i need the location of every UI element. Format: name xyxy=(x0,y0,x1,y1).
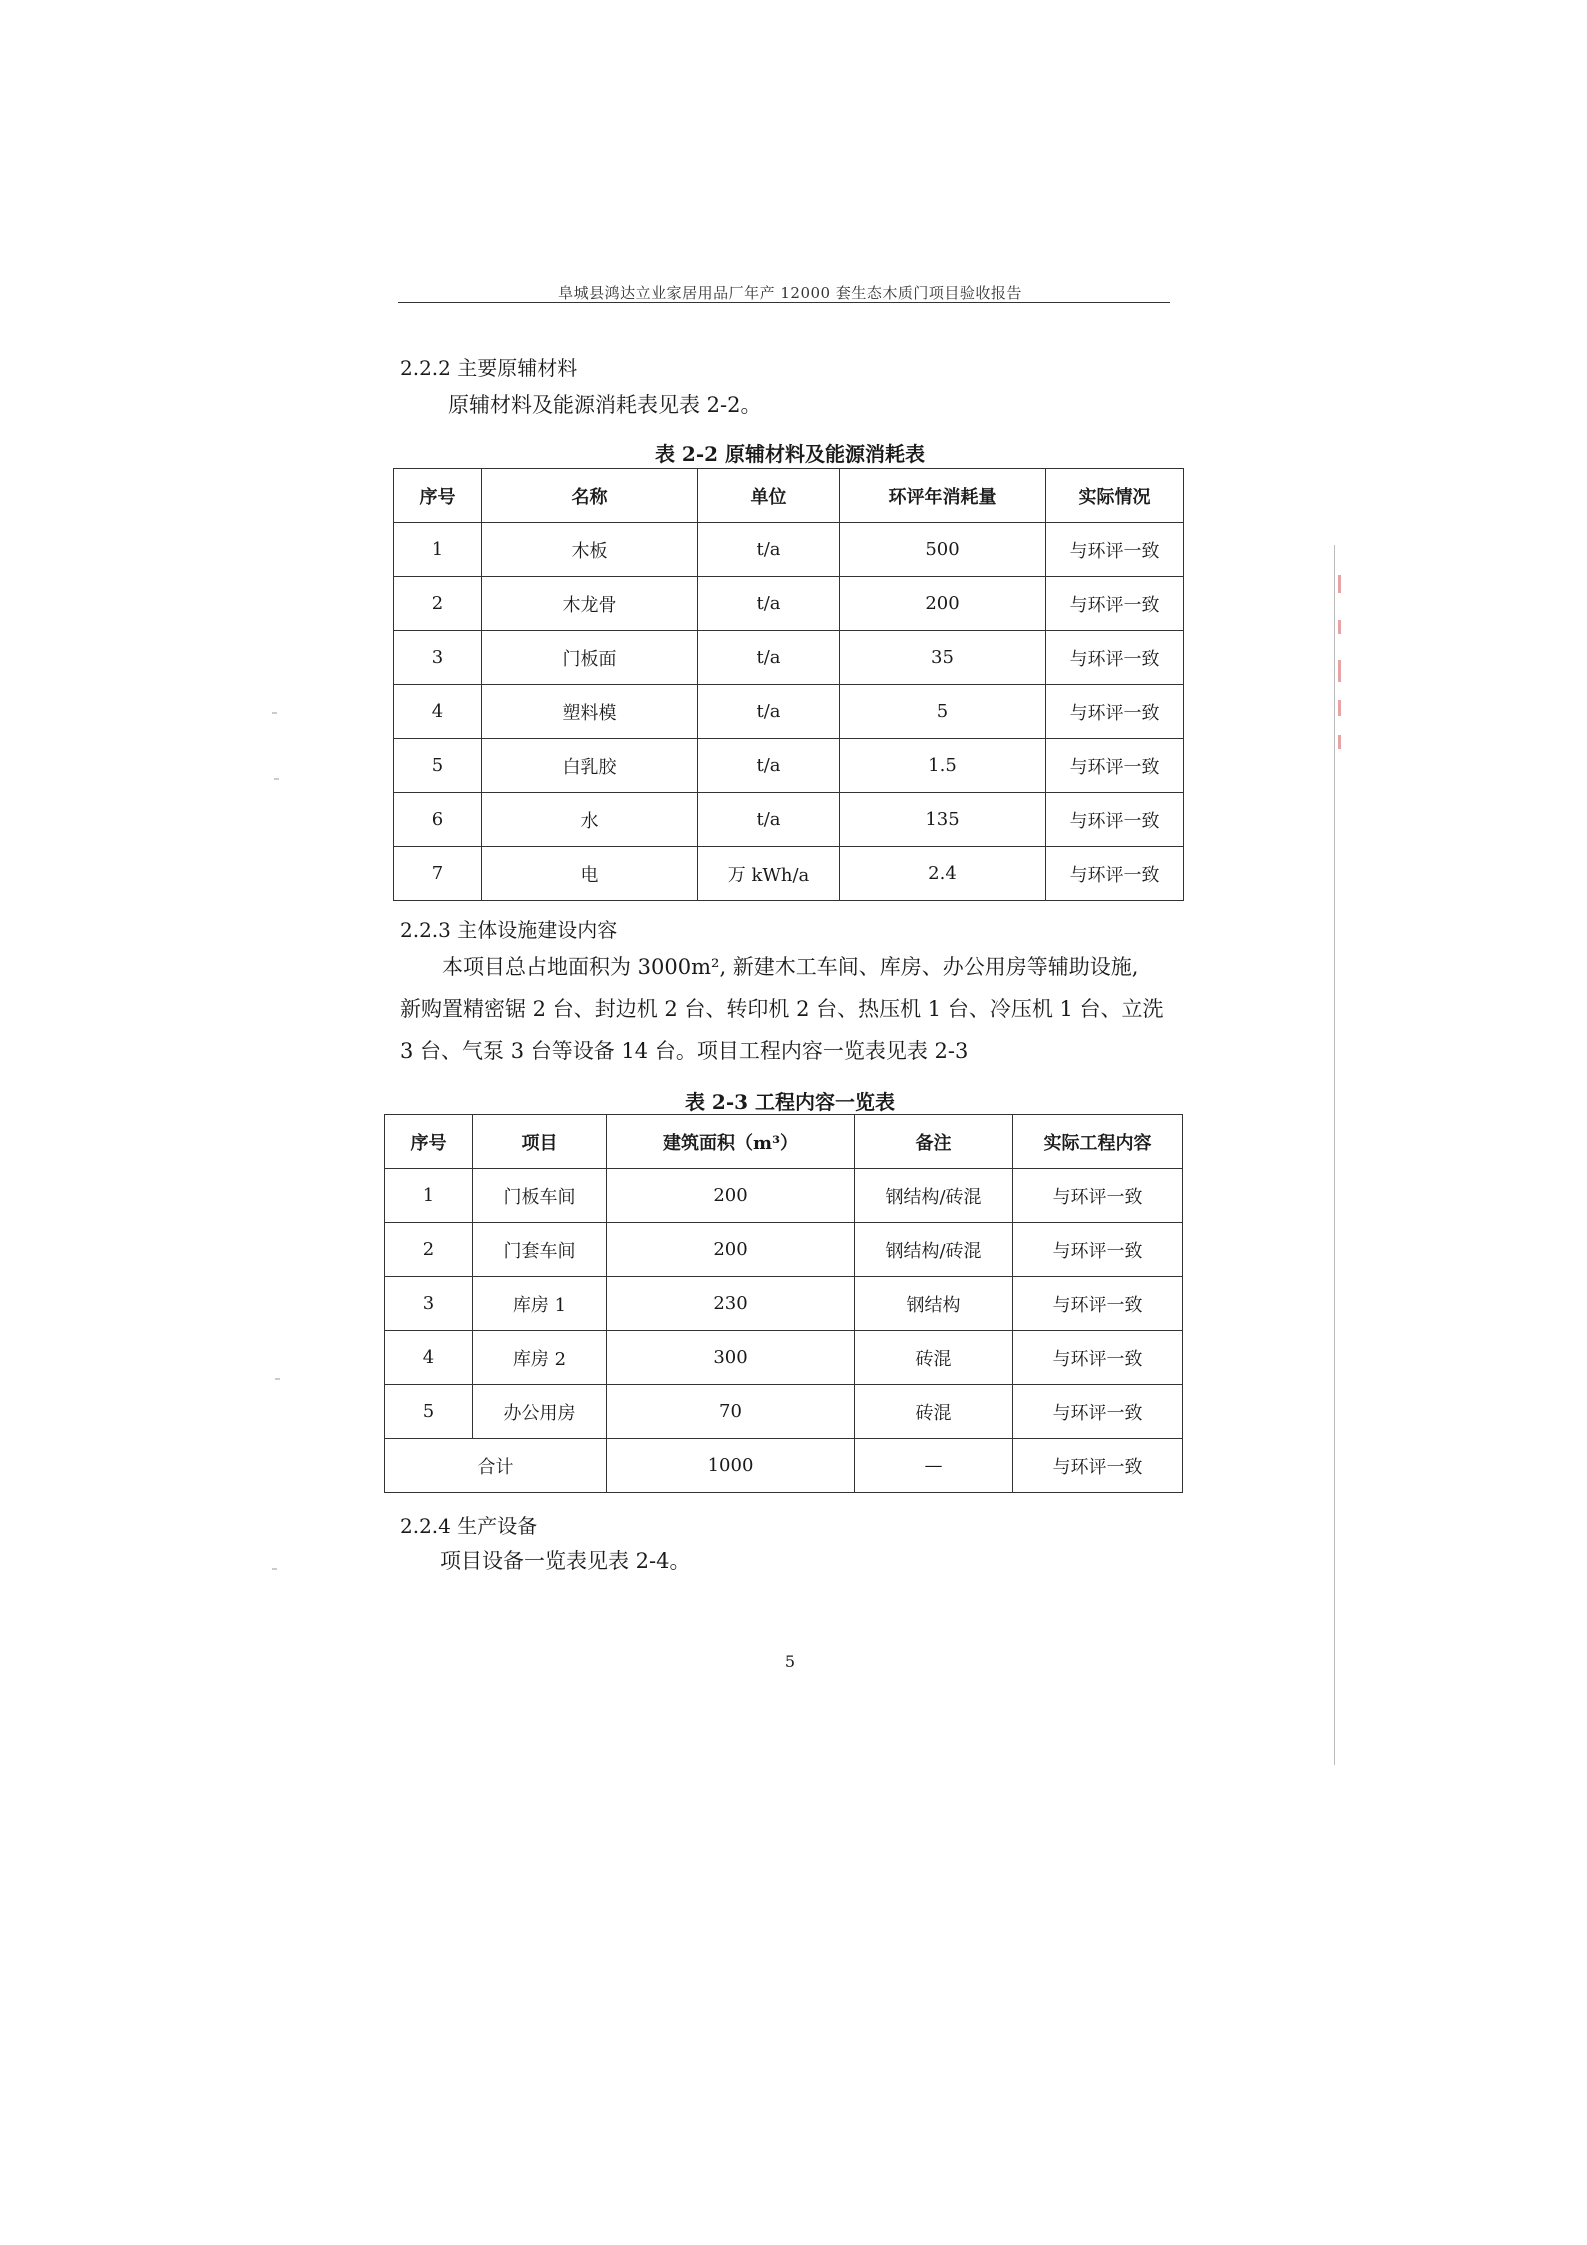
table-cell: 钢结构/砖混 xyxy=(855,1223,1013,1277)
table-cell: t/a xyxy=(698,793,840,847)
table-cell: 7 xyxy=(394,847,482,901)
scan-speck xyxy=(274,778,279,780)
table-cell: 2 xyxy=(394,577,482,631)
table-cell: 1 xyxy=(394,523,482,577)
table-row xyxy=(394,685,1184,739)
table-row xyxy=(385,1169,1183,1223)
table-header-cell: 备注 xyxy=(855,1115,1013,1169)
table-cell: t/a xyxy=(698,685,840,739)
section-heading-2-2-2: 2.2.2 主要原辅材料 xyxy=(400,356,578,380)
scan-speck xyxy=(272,1568,277,1570)
table-header-row xyxy=(385,1115,1183,1169)
table-header-cell: 实际情况 xyxy=(1046,469,1184,523)
table-cell: 门板车间 xyxy=(473,1169,607,1223)
table-cell: 1000 xyxy=(607,1439,855,1493)
table-cell: 与环评一致 xyxy=(1013,1277,1183,1331)
table-cell: 库房 2 xyxy=(473,1331,607,1385)
table-cell: 塑料模 xyxy=(482,685,698,739)
table-row xyxy=(385,1331,1183,1385)
table-header-cell: 实际工程内容 xyxy=(1013,1115,1183,1169)
table-cell: t/a xyxy=(698,577,840,631)
table-header-cell: 序号 xyxy=(394,469,482,523)
section-text-2-2-4: 项目设备一览表见表 2-4。 xyxy=(440,1549,691,1573)
table-header-cell: 项目 xyxy=(473,1115,607,1169)
table-cell: 与环评一致 xyxy=(1013,1385,1183,1439)
section-text-2-2-2: 原辅材料及能源消耗表见表 2-2。 xyxy=(448,393,762,417)
scan-page-edge xyxy=(1334,545,1335,1765)
table-cell: 钢结构/砖混 xyxy=(855,1169,1013,1223)
table-cell: 钢结构 xyxy=(855,1277,1013,1331)
header-divider xyxy=(398,302,1170,303)
table-cell: 200 xyxy=(607,1223,855,1277)
table-cell: 与环评一致 xyxy=(1046,577,1184,631)
table-cell: 6 xyxy=(394,793,482,847)
table-cell: 200 xyxy=(840,577,1046,631)
table-cell: t/a xyxy=(698,631,840,685)
table-cell: 与环评一致 xyxy=(1046,847,1184,901)
table-cell: 与环评一致 xyxy=(1046,523,1184,577)
table-cell: t/a xyxy=(698,739,840,793)
table-cell: 35 xyxy=(840,631,1046,685)
table-cell: 200 xyxy=(607,1169,855,1223)
scan-mark xyxy=(1338,700,1341,716)
table-cell: 万 kWh/a xyxy=(698,847,840,901)
section-text-2-2-3-line-1: 本项目总占地面积为 3000m², 新建木工车间、库房、办公用房等辅助设施, xyxy=(442,955,1139,979)
table-cell: 电 xyxy=(482,847,698,901)
table-cell: 3 xyxy=(394,631,482,685)
table-row xyxy=(394,577,1184,631)
table-row xyxy=(385,1277,1183,1331)
table-cell: 与环评一致 xyxy=(1046,631,1184,685)
table-cell: 4 xyxy=(385,1331,473,1385)
table-total-row xyxy=(385,1439,1183,1493)
table-row xyxy=(394,847,1184,901)
running-header: 阜城县鸿达立业家居用品厂年产 12000 套生态木质门项目验收报告 xyxy=(558,284,1022,302)
table-row xyxy=(394,739,1184,793)
table-2-2 xyxy=(393,468,1184,901)
scan-mark xyxy=(1338,735,1341,749)
table-cell: 与环评一致 xyxy=(1013,1439,1183,1493)
table-cell: 砖混 xyxy=(855,1385,1013,1439)
table-cell: 与环评一致 xyxy=(1013,1331,1183,1385)
section-text-2-2-3 xyxy=(400,946,1200,1072)
section-text-2-2-3-line-3: 3 台、气泵 3 台等设备 14 台。项目工程内容一览表见表 2-3 xyxy=(400,1039,969,1063)
table-cell: 白乳胶 xyxy=(482,739,698,793)
table-cell: 与环评一致 xyxy=(1046,685,1184,739)
table-cell: 与环评一致 xyxy=(1013,1223,1183,1277)
table-cell: 2.4 xyxy=(840,847,1046,901)
table-cell: 5 xyxy=(394,739,482,793)
table-header-row xyxy=(394,469,1184,523)
table-cell: 砖混 xyxy=(855,1331,1013,1385)
table-cell: 70 xyxy=(607,1385,855,1439)
table-cell: 水 xyxy=(482,793,698,847)
scan-mark xyxy=(1338,575,1341,593)
table-cell: 230 xyxy=(607,1277,855,1331)
table-cell: t/a xyxy=(698,523,840,577)
table-cell: 与环评一致 xyxy=(1013,1169,1183,1223)
scan-speck xyxy=(275,1378,280,1380)
section-heading-2-2-3: 2.2.3 主体设施建设内容 xyxy=(400,918,618,942)
table-cell: 2 xyxy=(385,1223,473,1277)
table-row xyxy=(394,631,1184,685)
table-row xyxy=(385,1223,1183,1277)
section-text-2-2-3-line-2: 新购置精密锯 2 台、封边机 2 台、转印机 2 台、热压机 1 台、冷压机 1 台、立洗 xyxy=(400,997,1164,1021)
table-cell: 门板面 xyxy=(482,631,698,685)
table-cell: 木板 xyxy=(482,523,698,577)
table-cell: 与环评一致 xyxy=(1046,793,1184,847)
table-header-cell: 环评年消耗量 xyxy=(840,469,1046,523)
table-row xyxy=(385,1385,1183,1439)
table-cell: 1.5 xyxy=(840,739,1046,793)
table-cell: — xyxy=(855,1439,1013,1493)
scan-speck xyxy=(272,712,277,714)
table-cell: 与环评一致 xyxy=(1046,739,1184,793)
table-cell: 135 xyxy=(840,793,1046,847)
table-2-2-caption: 表 2-2 原辅材料及能源消耗表 xyxy=(654,442,926,466)
table-cell: 1 xyxy=(385,1169,473,1223)
section-heading-2-2-4: 2.2.4 生产设备 xyxy=(400,1514,538,1538)
table-cell: 5 xyxy=(385,1385,473,1439)
table-cell: 办公用房 xyxy=(473,1385,607,1439)
table-row xyxy=(394,523,1184,577)
scan-mark xyxy=(1338,620,1341,634)
table-cell: 500 xyxy=(840,523,1046,577)
table-cell: 300 xyxy=(607,1331,855,1385)
table-header-cell: 名称 xyxy=(482,469,698,523)
table-cell: 木龙骨 xyxy=(482,577,698,631)
table-header-cell: 序号 xyxy=(385,1115,473,1169)
table-header-cell: 建筑面积（m³） xyxy=(607,1115,855,1169)
table-2-3 xyxy=(384,1114,1183,1493)
table-cell: 门套车间 xyxy=(473,1223,607,1277)
table-cell: 5 xyxy=(840,685,1046,739)
total-label-cell: 合计 xyxy=(385,1439,607,1493)
table-cell: 4 xyxy=(394,685,482,739)
scan-mark xyxy=(1338,660,1341,682)
table-cell: 库房 1 xyxy=(473,1277,607,1331)
table-header-cell: 单位 xyxy=(698,469,840,523)
table-cell: 3 xyxy=(385,1277,473,1331)
table-2-3-caption: 表 2-3 工程内容一览表 xyxy=(684,1090,896,1114)
page-number: 5 xyxy=(784,1652,796,1671)
table-row xyxy=(394,793,1184,847)
